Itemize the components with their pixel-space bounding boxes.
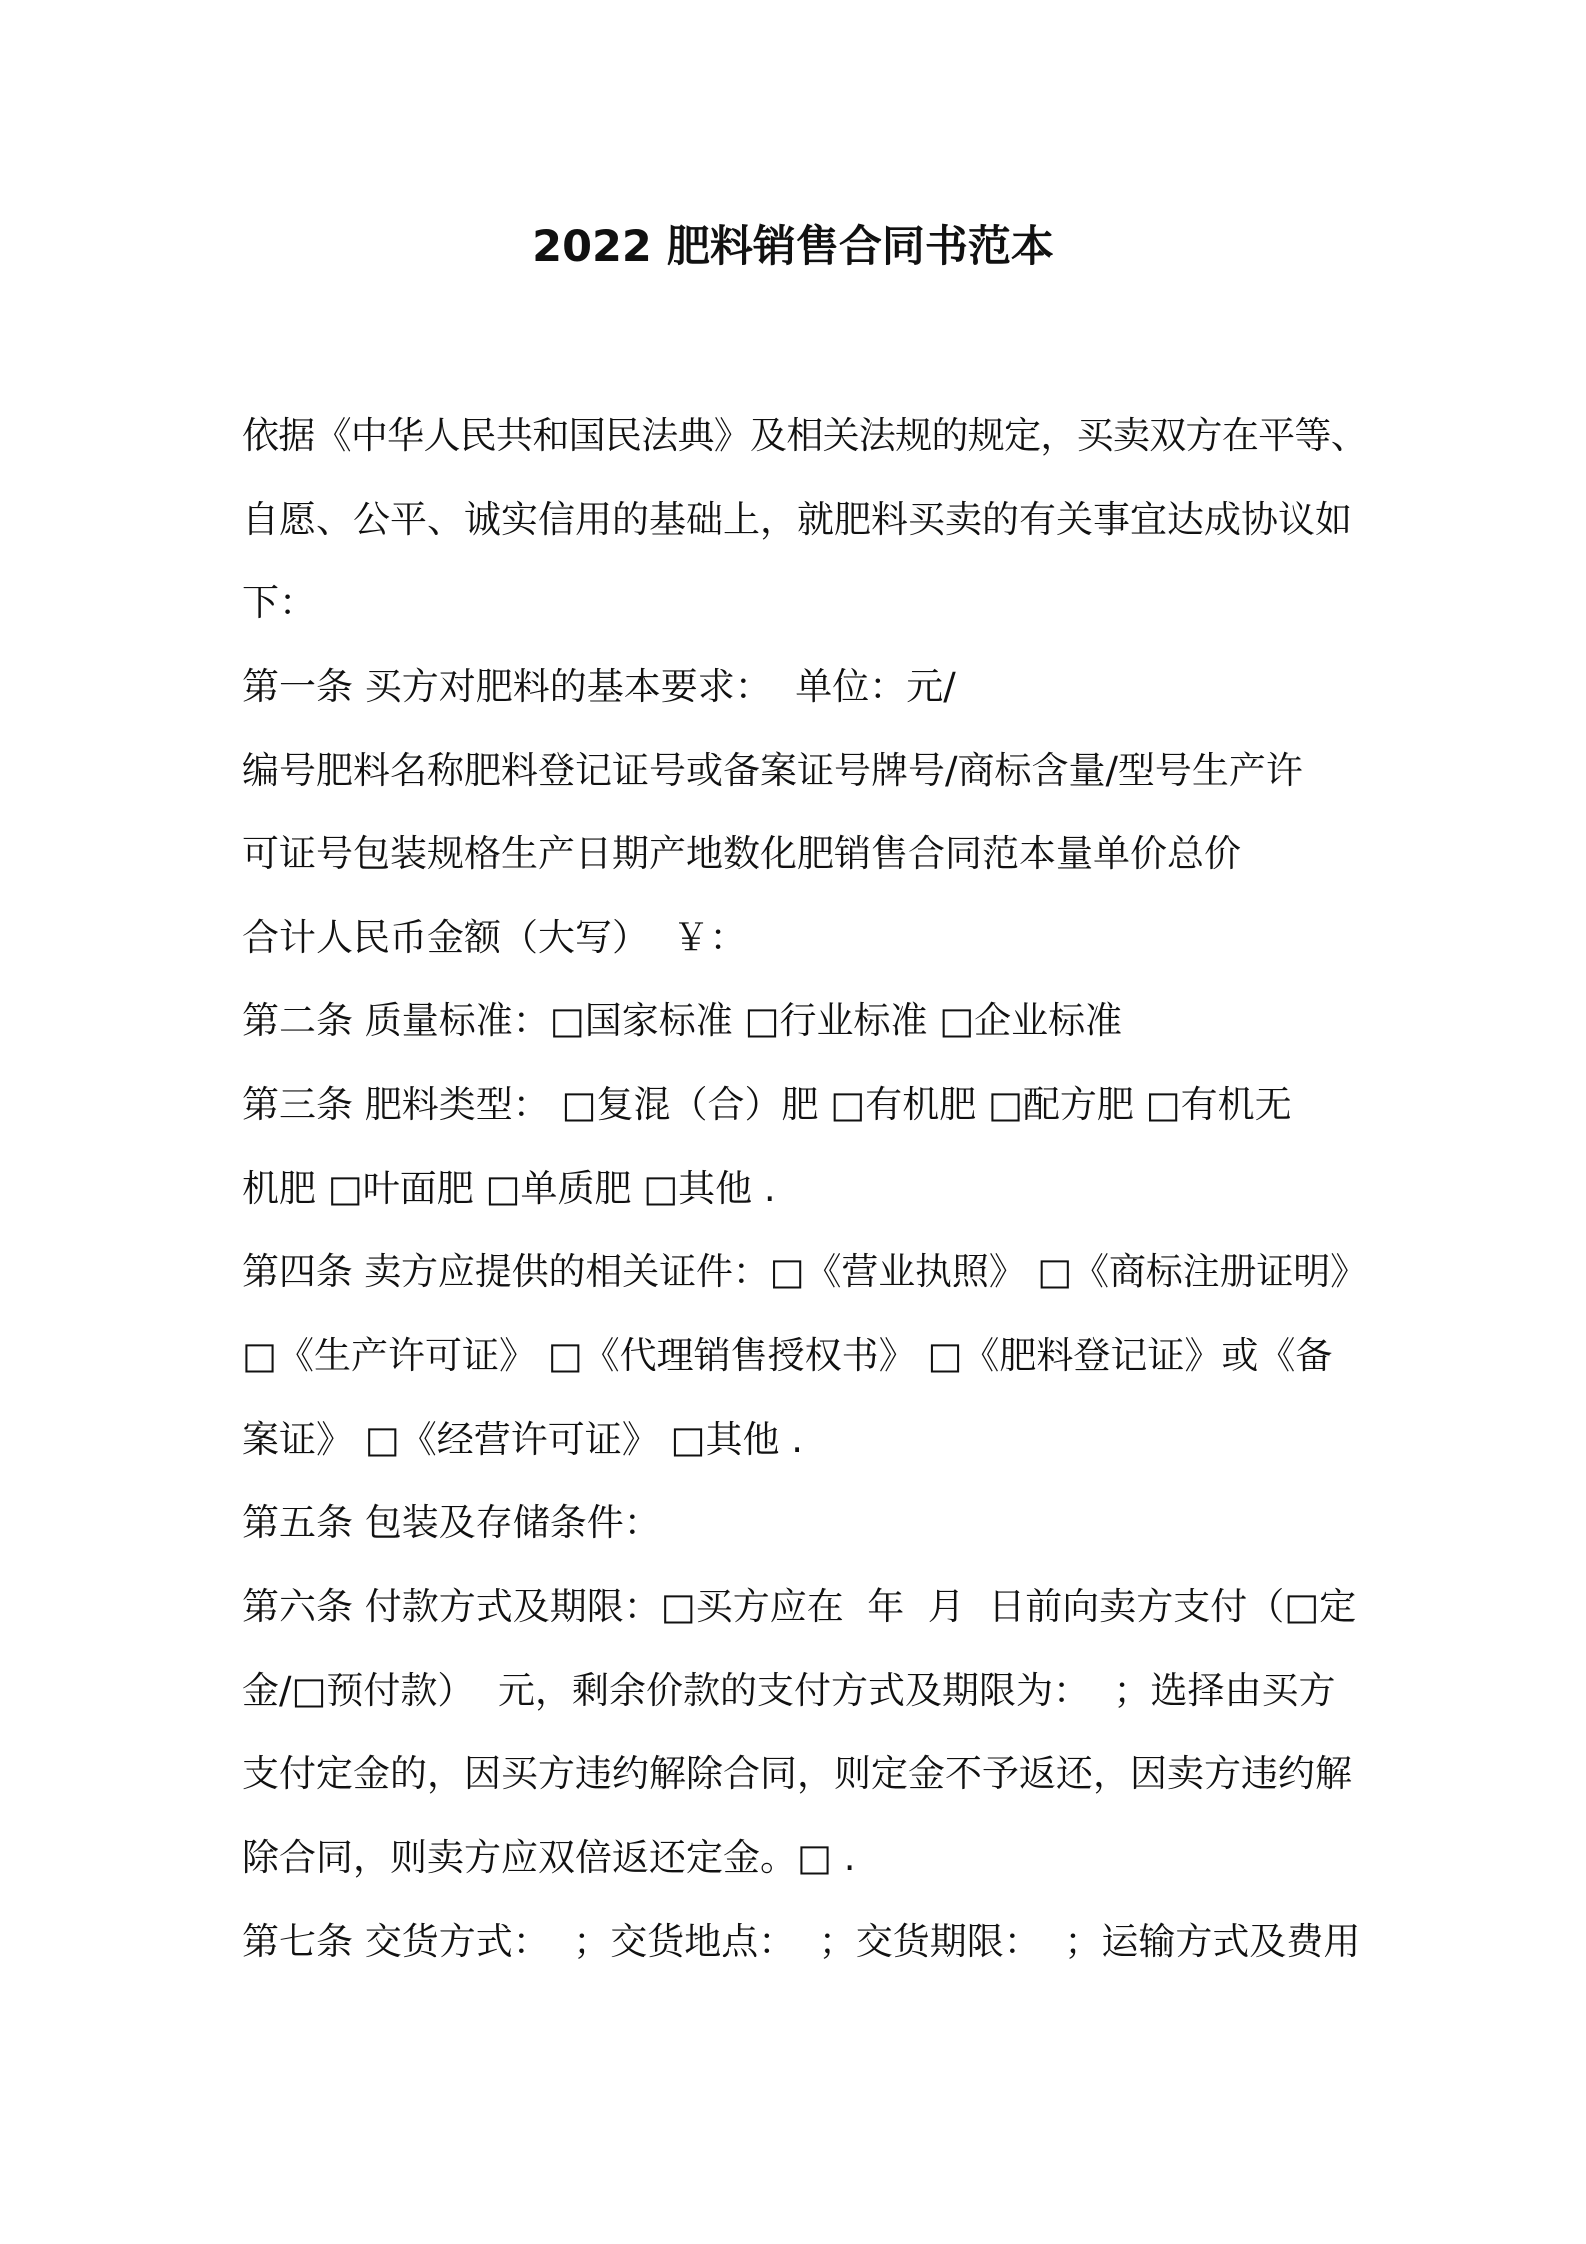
text-line: 合计人民币金额（大写） ￥： <box>242 915 747 959</box>
clause-5-packaging <box>242 1481 1367 1565</box>
text-line: 第一条 买方对肥料的基本要求： 单位：元/ <box>242 664 956 708</box>
text-line: 第五条 包装及存储条件： <box>242 1501 661 1545</box>
text-line: 下： <box>242 581 316 625</box>
text-line: 第七条 交货方式： ；交货地点： ；交货期限： ；运输方式及费用 <box>242 1919 1361 1963</box>
clause-3-fertilizer-type <box>242 1063 1367 1230</box>
clause-6-payment <box>242 1565 1367 1900</box>
clause-4-documents <box>242 1230 1367 1481</box>
clause-1-requirements <box>242 645 1367 729</box>
text-line: 编号肥料名称肥料登记证号或备案证号牌号/商标含量/型号生产许 <box>242 748 1303 792</box>
text-line: 可证号包装规格生产日期产地数化肥销售合同范本量单价总价 <box>242 832 1241 876</box>
paragraph-intro <box>242 394 1367 645</box>
text-line: 案证》 □《经营许可证》 □其他 . <box>242 1417 803 1461</box>
clause-2-quality-standard <box>242 979 1367 1063</box>
text-line: 第二条 质量标准：□国家标准 □行业标准 □企业标准 <box>242 999 1123 1043</box>
text-line: □《生产许可证》 □《代理销售授权书》 □《肥料登记证》或《备 <box>242 1334 1333 1378</box>
document-body <box>242 394 1367 1983</box>
total-amount <box>242 896 1367 980</box>
product-columns-text <box>242 729 1367 896</box>
text-line: 除合同，则卖方应双倍返还定金。□ . <box>242 1835 856 1879</box>
text-line: 第四条 卖方应提供的相关证件：□《营业执照》 □《商标注册证明》 <box>242 1250 1367 1294</box>
text-line: 第六条 付款方式及期限：□买方应在 年 月 日前向卖方支付（□定 <box>242 1584 1357 1628</box>
document-title: 2022 肥料销售合同书范本 <box>532 222 1054 272</box>
text-line: 机肥 □叶面肥 □单质肥 □其他 . <box>242 1166 776 1210</box>
clause-7-delivery <box>242 1900 1367 1984</box>
text-line: 支付定金的，因买方违约解除合同，则定金不予返还，因卖方违约解 <box>242 1752 1352 1796</box>
text-line: 第三条 肥料类型： □复混（合）肥 □有机肥 □配方肥 □有机无 <box>242 1083 1292 1127</box>
text-line: 自愿、公平、诚实信用的基础上，就肥料买卖的有关事宜达成协议如 <box>242 497 1352 541</box>
text-line: 依据《中华人民共和国民法典》及相关法规的规定，买卖双方在平等、 <box>242 414 1367 457</box>
text-line: 金/□预付款） 元，剩余价款的支付方式及期限为： ；选择由买方 <box>242 1668 1336 1712</box>
